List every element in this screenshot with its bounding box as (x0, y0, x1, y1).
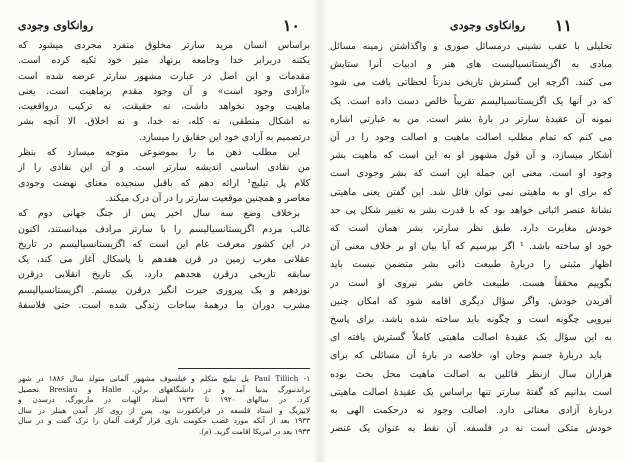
text-line: مقدمات و این اصل در عبارت مشهور سارتر عرضه شده است (18, 70, 310, 82)
text-line: براساس انسان مرید سارتر مخلوق منفرد مجردی میشود که (18, 40, 310, 51)
text-line: مشرب دوران ما درهمهٔ ساحات زندگی شده است. حتی فلاسفهٔ (18, 300, 310, 312)
text-line: خودش متکی است نه در فلسفه. آن نقط به عنوان یک عنصر (330, 423, 612, 435)
text-line: نیرویی چگونه است و چگونه باید ساخته شده باشد، برای پاسخ (330, 314, 612, 326)
text-line: برخلاف وضع سه سال اخیر پس از جنگ جهانی دوم که (18, 208, 300, 220)
text-line: درتصمیم به آزادی خود این حقایق را میسازد. (138, 131, 310, 143)
text-line: در این کشور معرفت عام این است که اگزیستانسیالیسم در تاریخ (18, 238, 310, 250)
text-line: خودش مغایرت دارد. طبق نظر سارتر، بشر همان است که (330, 223, 612, 235)
book-gutter (313, 0, 327, 462)
text-line: کلام پل تیلیچ¹ ارائه دهم که باقبل سنجیده معنای نهضت وجودی (18, 177, 310, 189)
text-line: دربارهٔ آزادی معنائی دارد. اصالت وجود نه درحکمت الهی به (330, 405, 612, 417)
footnote-rule (178, 368, 310, 369)
text-line: است بدانیم که گفتهٔ سارتر تنها براساس یک عقیدهٔ اصالت ماهیتی (330, 386, 612, 398)
text-line: معاصر و همچنین موقعیت سارتر را در آن درک میکند. (105, 192, 310, 204)
text-line: می کنم که تمام مطلب اصالت ماهیت و اصالت وجود را در آن (330, 132, 612, 144)
text-line: غالب مردم اگزیستانسیالیسم را با سارتر مرادف میدانستند، اکنون (18, 223, 310, 235)
text-line: می کنند. اگرچه این گسترش تاریخی ندرتاً لحظاتی یافت می شود (330, 77, 612, 89)
text-line: نه اشکال منطقی، نه کله، نه خدا، و نه اخلاق. الا آنچه بشر (18, 116, 310, 128)
text-line: وجود او است. معنی این جمله این است که بشر وجودی است (330, 168, 612, 180)
text-line: به این سؤال یک عقیدهٔ اصالت ماهیتی کاملاً گسترش یافته ای (330, 332, 612, 344)
text-line: خود او ساخته باشد. ¹ اگر بپرسیم که آیا بیان او بر خلاف معنی آن (330, 241, 612, 253)
footnote-line: براندنبورگ بدنیا آمد و در دانشگاههای برلن، Halle و Breslau تحصیل (18, 384, 310, 394)
text-line: که در آنها یک اگزیستانسیالیسم تقریباً خالص دست داده است. یک (330, 95, 612, 107)
footnote-line: ۱۹۳۳ بعد در امریکا اقامت گزید. (م). (198, 426, 310, 436)
text-line: نوزدهم و یک پیروزی حیرت انگیز درقرن بیستم. اگزیستانسیالیسم (18, 284, 310, 296)
text-line: مبادی به اگزیستانسیالیست های هنر و ادبیات آنرا ستایش (330, 59, 612, 71)
footnote-line: ۱۹۳۳ بعد از آنکه مورد غضب حکومت نازی قرار گرفت آلمان را ترک گفت و در سال (18, 416, 310, 425)
page-header (18, 14, 310, 36)
text-line: «آزادی وجود است» و آن وجود مقدم برماهیت است. یعنی (18, 85, 310, 97)
text-line: اظهار مثبتی را دربارهٔ طبیعت ذاتی بشر متضمن نیست باید (330, 259, 612, 271)
body-text (330, 38, 612, 438)
footnote-line: ۱- Paul Tillich پل تیلیچ متکلم و فیلسوف مشهور آلمانی متولد سال ۱۸۸۶ در شهر (18, 374, 310, 383)
text-line: هزاران سال ازنظر قائلین به اصالت ماهیت محل بحث بوده (330, 368, 612, 380)
running-title: روانکاوی وجودی (450, 18, 526, 32)
page-number: ۱۰ (282, 15, 300, 35)
text-line: ماهیت وجود نخواهد داشت، نه حقیقت، نه ترکیب درواقعیت، (18, 101, 310, 113)
text-line: نشانهٔ عنصر اثباتی خواهد بود که با قدرت بشر به تغییر شکل پی حد (330, 204, 612, 216)
text-line: من نقادی اساسی اندیشه سارتر است. و آن این نقادی را از (18, 162, 310, 174)
left-page (18, 0, 310, 462)
page-number: ۱۱ (554, 15, 572, 35)
text-line: آشکار میسازد، و آن قول مشهور او به این است که ماهیت بشر (330, 150, 612, 162)
footnote-line: لایپزیگ و استاد فلسفه در فرانکفورت بود. پس از روی کار آمدن هیتلر در سال (18, 405, 310, 415)
text-line: عقلانی مغرب زمین در قرن هفدهم با پاسکال آغاز می کند، یک (18, 254, 310, 266)
footnote (18, 374, 310, 437)
text-line: آفریدن خودش. واگر سؤال دیگری اقامه شود که امکان چنین (330, 295, 612, 307)
body-text (18, 38, 310, 313)
text-line: نمونه آن عقیدهٔ سارتر در بارهٔ بشر است. من به عبارتی اشاره (330, 113, 612, 125)
text-line: که برای او به ماهیتی نمی توان قائل شد. این گفتن یعنی ماهیتی (330, 186, 612, 198)
text-line: سابقه تاریخی درقرن هجدهم دارد، یک تاریخ انقلابی درقرن (18, 269, 310, 281)
text-line: بگوییم محققاً هست. طبیعت خاص بشر نیروی او است در (330, 277, 612, 289)
running-title: روانکاوی وجودی (18, 18, 94, 32)
text-line: این مطلب ذهن ما را بموضوعی متوجه میسازد که بنظر (18, 147, 300, 159)
right-page (330, 0, 612, 462)
text-line: باید دربارهٔ جسم وجان او، خلاصه در بارهٔ آن مسائلی که برای (330, 350, 602, 362)
text-line: تحلیلی با عقب نشینی درمسائل صوری و واگذاشتن زمینه مسائل (330, 41, 612, 52)
footnote-line: کرد. در سالهای ۱۹۲۰ تا ۱۹۳۳ استاد الهیات در ماربورگ، درسدن و (18, 395, 310, 404)
text-line: یکتنه دربرابر خدا وجامعه برنهاد متیز خود تکیه کرده است. (18, 55, 310, 67)
page-header (330, 14, 612, 36)
